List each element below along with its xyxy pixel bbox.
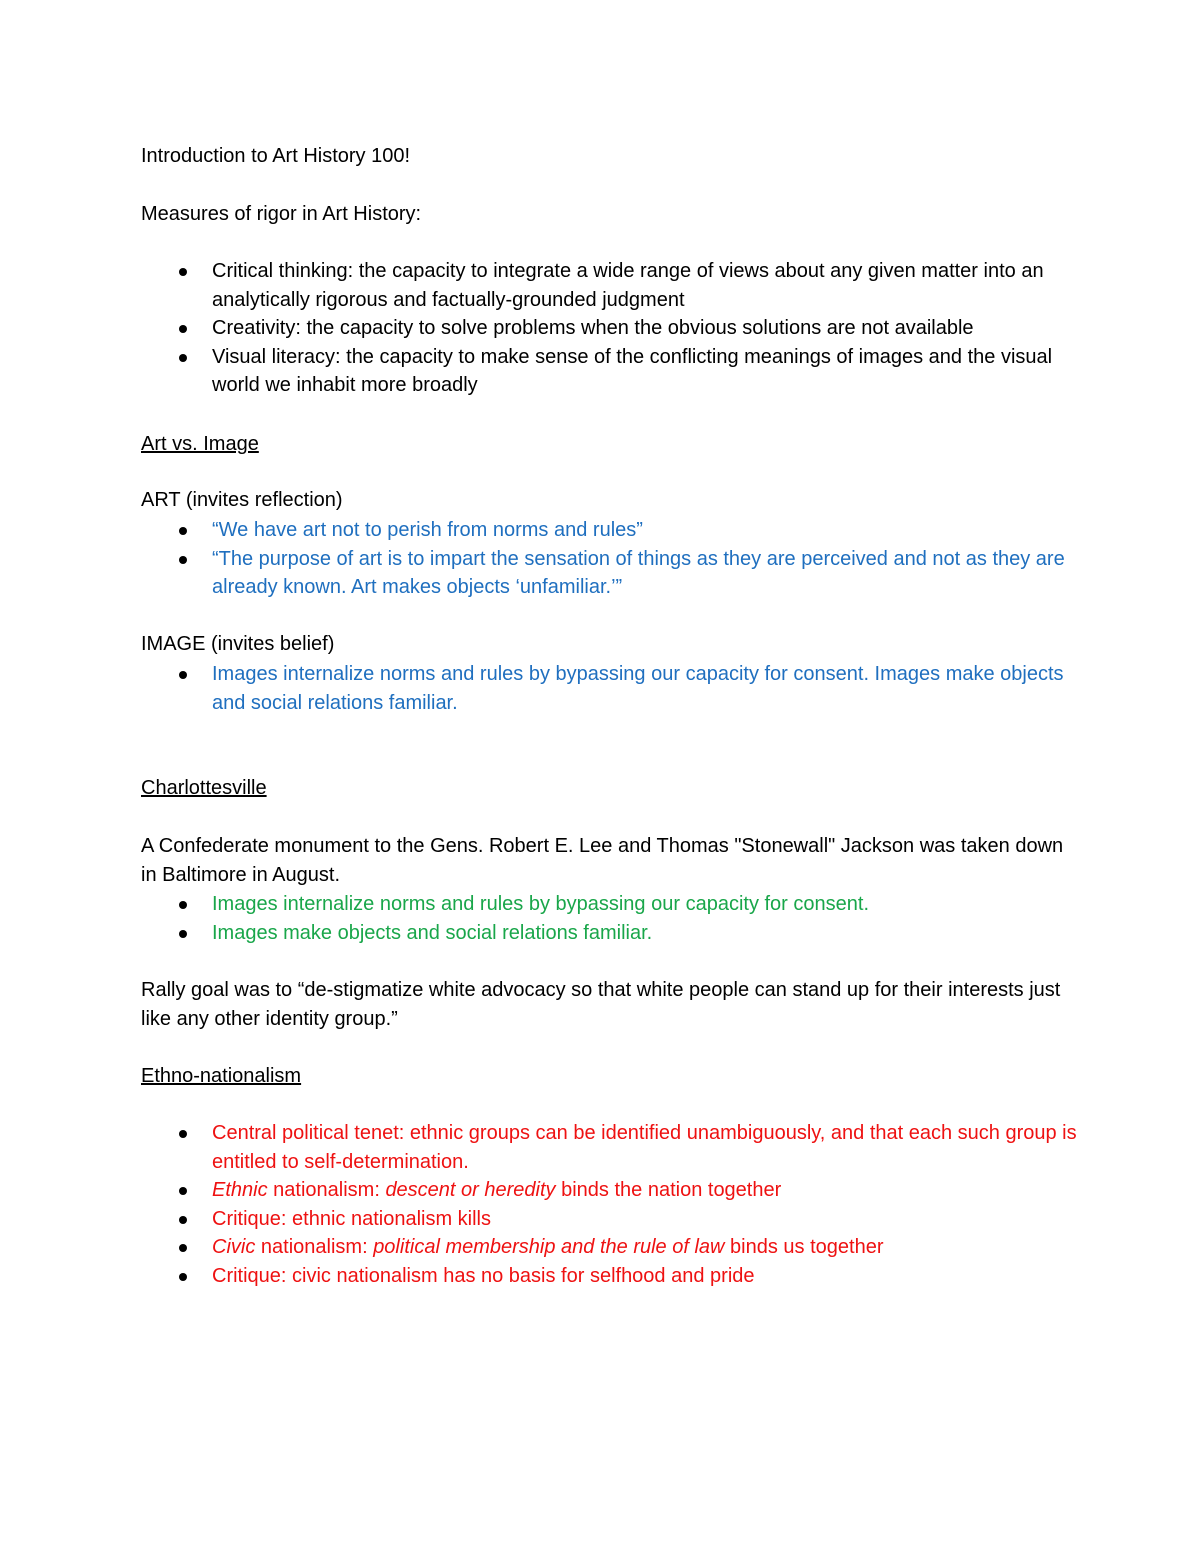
bullet-icon (179, 671, 187, 679)
charlottesville-paragraph: A Confederate monument to the Gens. Robert E. Lee and Thomas "Stonewall" Jackson was taken down in Baltimore in August. (141, 835, 1064, 886)
list-item: Creativity: the capacity to solve problems when the obvious solutions are not available (141, 314, 1081, 343)
list-item: Images internalize norms and rules by bypassing our capacity for consent. Images make objects and social relations familiar. (141, 660, 1081, 717)
document-title: Introduction to Art History 100! (141, 145, 411, 167)
list-item: Critique: ethnic nationalism kills (141, 1205, 1081, 1234)
list-item: Critical thinking: the capacity to integrate a wide range of views about any given matter into an analytically rigorous and factually-grounded judgment (141, 257, 1081, 314)
image-label: IMAGE (invites belief) (141, 633, 335, 655)
bullet-icon (179, 1273, 187, 1281)
art-label: ART (invites reflection) (141, 489, 343, 511)
rigor-heading: Measures of rigor in Art History: (141, 203, 422, 225)
section-heading-ethno-nationalism: Ethno-nationalism (141, 1065, 302, 1087)
list-item: Civic nationalism: political membership and the rule of law binds us together (141, 1233, 1081, 1262)
list-item: “We have art not to perish from norms and rules” (141, 516, 1081, 545)
image-quotes-list (141, 660, 1081, 717)
bullet-icon (179, 354, 187, 362)
list-item: Images make objects and social relations familiar. (141, 919, 1081, 948)
list-item: “The purpose of art is to impart the sensation of things as they are perceived and not as they are already known. Art makes objects ‘unfamiliar.’” (141, 545, 1081, 602)
section-heading-art-vs-image: Art vs. Image (141, 433, 259, 455)
bullet-icon (179, 1216, 187, 1224)
list-item: Ethnic nationalism: descent or heredity binds the nation together (141, 1176, 1081, 1205)
charlottesville-list (141, 890, 1081, 947)
rally-paragraph: Rally goal was to “de-stigmatize white advocacy so that white people can stand up for their interests just like any other identity group.” (141, 979, 1061, 1030)
bullet-icon (179, 527, 187, 535)
bullet-icon (179, 930, 187, 938)
list-item: Central political tenet: ethnic groups can be identified unambiguously, and that each such group is entitled to self-determination. (141, 1119, 1081, 1176)
art-quotes-list (141, 516, 1081, 602)
bullet-icon (179, 556, 187, 564)
list-item: Images internalize norms and rules by bypassing our capacity for consent. (141, 890, 1081, 919)
ethno-list (141, 1119, 1081, 1291)
bullet-icon (179, 325, 187, 333)
rigor-list (141, 257, 1081, 400)
list-item: Critique: civic nationalism has no basis for selfhood and pride (141, 1262, 1081, 1291)
section-heading-charlottesville: Charlottesville (141, 777, 267, 799)
bullet-icon (179, 1130, 187, 1138)
bullet-icon (179, 901, 187, 909)
list-item: Visual literacy: the capacity to make sense of the conflicting meanings of images and the visual world we inhabit more broadly (141, 343, 1081, 400)
bullet-icon (179, 268, 187, 276)
bullet-icon (179, 1187, 187, 1195)
bullet-icon (179, 1244, 187, 1252)
